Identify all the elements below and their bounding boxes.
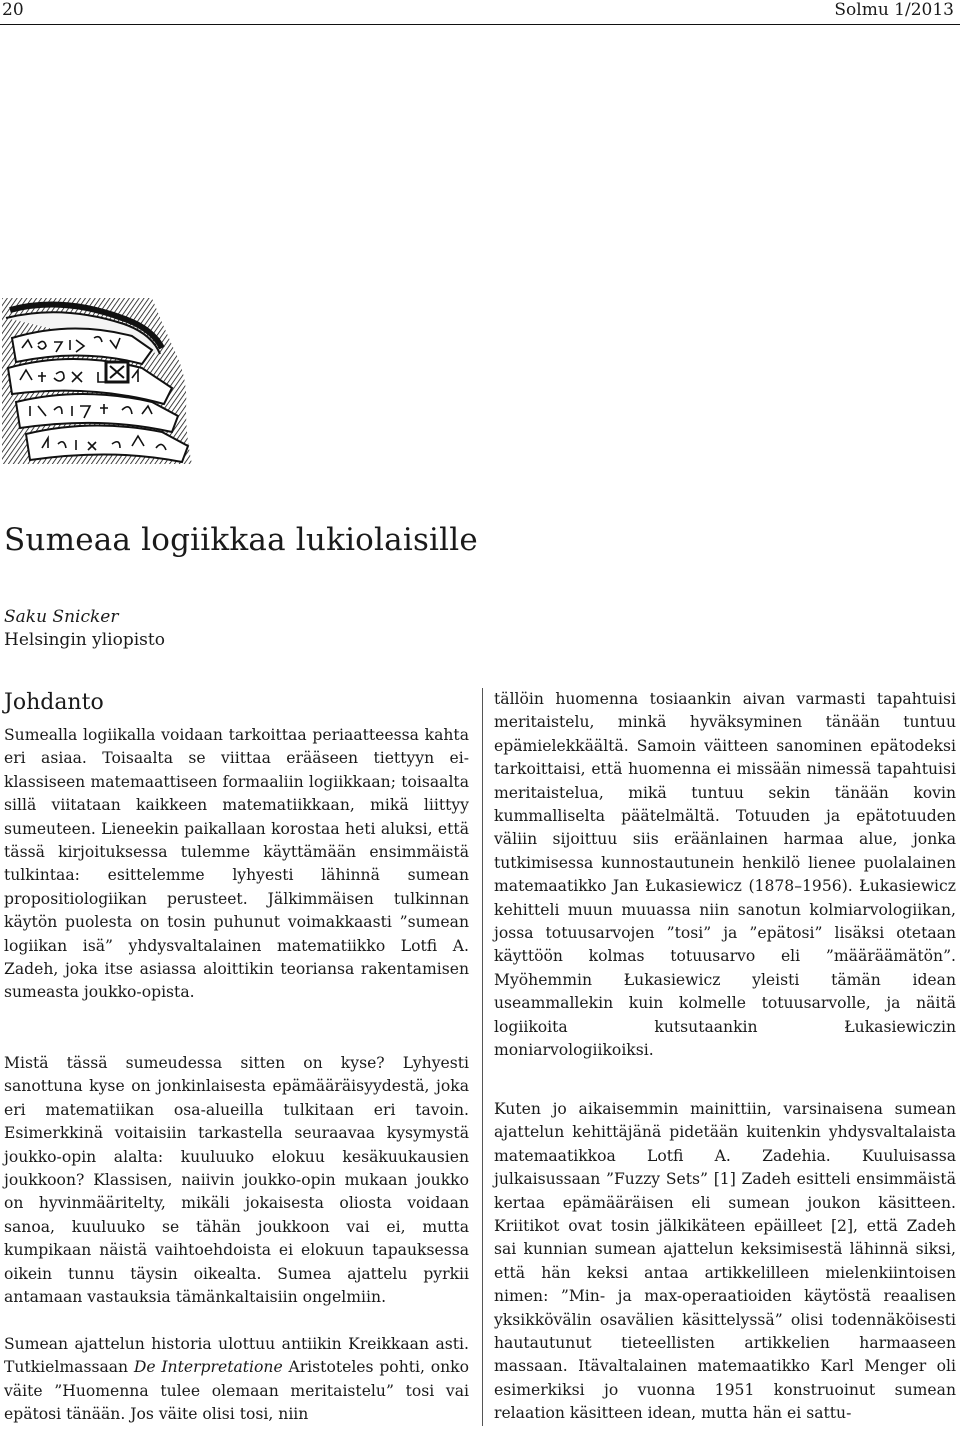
paragraph-history xyxy=(4,1333,469,1427)
page-number: 20 xyxy=(2,0,24,20)
column-divider xyxy=(482,688,483,1426)
journal-issue: Solmu 1/2013 xyxy=(834,0,954,20)
hand-with-written-symbols-illustration xyxy=(2,298,192,464)
paragraph-zadeh: Kuten jo aikaisemmin mainittiin, varsinaisena sumean ajattelun kehittäjänä pidetään kuitenkin yhdysvaltalaista matemaatikkoa Lotfi A. Zadehia. Kuuluisassa julkaisussaan ”Fuzzy Sets” [1] Zadeh esitteli ensimmäistä kertaa epämääräisen eli sumean joukon käsitteen. Kriitikot ovat tosin jälkikäteen epäilleet [2], että Zadeh sai kunnian sumean ajattelun keksimisestä lähinnä siksi, että hän keksi antaa artikkelilleen mielenkiintoisen nimen: ”Min- ja max-operaatioiden käytöstä reaalisen yksikkövälin osavälien käsittelyssä” olisi todennäköisesti hautautunut tieteellisten artikkelien harmaaseen massaan. Itävaltalainen matemaatikko Karl Menger oli esimerkiksi jo vuonna 1951 konstruoinut sumean relaation käsitteen idean, mutta hän ei sattu- xyxy=(494,1100,956,1423)
paragraph-what-is-fuzziness: Mistä tässä sumeudessa sitten on kyse? Lyhyesti sanottuna kyse on jonkinlaisesta epämääräisyydestä, joka eri matematiikan osa-alueilla tulkitaan eri tavoin. Esimerkkinä voitaisiin tarkastella seuraavaa kysymystä joukko-opin alalta: kuuluuko elokuu kesäkuukausien joukkoon? Klassisen, naiivin joukko-opin mukaan joukko on hyvinmääritelty, mikäli jokaisesta oliosta voidaan sanoa, kuuluuko se tähän joukkoon vai ei, mutta kumpikaan näistä vaihtoehdoista ei elokuun tapauksessa oikein tunnu täysin oikealta. Sumea ajattelu pyrkii antamaan vastauksia tämänkaltaisiin ongelmiin. xyxy=(4,1054,469,1307)
section-heading: Johdanto xyxy=(4,690,104,715)
author-affiliation: Helsingin yliopisto xyxy=(4,630,165,650)
history-text-start: Sumean ajattelun historia ulottuu antiikin Kreikkaan asti. Tutkielmassaan xyxy=(4,1335,469,1377)
author-name: Saku Snicker xyxy=(4,607,119,627)
paragraph-introduction: Sumealla logiikalla voidaan tarkoittaa periaatteessa kahta eri asiaa. Toisaalta se viittaa erääseen tiettyyn ei-klassiseen matemaattiseen formaaliin logiikkaan; toisaalta sillä viitataan kaikkeen matematiikkaan, mikä liittyy sumeuteen. Lieneekin paikallaan korostaa heti aluksi, että tässä kirjoituksessa tulemme käyttämään ensimmäistä tulkintaa: esittelemme lyhyesti lähinnä sumean propositiologiikan perusteet. Jälkimmäisen tulkinnan käytön puolesta on tosin puhunut voimakkaasti ”sumean logiikan isä” yhdysvaltalainen matematiikko Lotfi A. Zadeh, joka itse asiassa aloittikin teoriansa rakentamisen sumeasta joukko-opista. xyxy=(4,726,469,1002)
paragraph-lukasiewicz: tällöin huomenna tosiaankin aivan varmasti tapahtuisi meritaistelu, minkä hyväksyminen tänään tuntuu epämielekkäältä. Samoin väitteen sanominen epätodeksi tarkoittaisi, että huomenna ei missään nimessä tapahtuisi meritaistelua, mikä tuntuu sekin tänään kovin kummalliselta päätelmältä. Totuuden ja epätotuuden väliin sijoittuu siis eräänlainen harmaa alue, jonka tutkimisessa kunnostautunein henkilö lienee puolalainen matemaatikko Jan Łukasiewicz (1878–1956). Łukasiewicz kehitteli muun muuassa niin sanotun kolmiarvologiikan, jossa totuusarvojen ”tosi” ja ”epätosi” lisäksi otetaan käyttöön kolmas totuusarvo eli ”määräämätön”. Myöhemmin Łukasiewicz yleisti tämän idean useammallekin kuin kolmelle totuusarvolle, ja näitä logiikoita kutsutaankin Łukasiewiczin moniarvologiikoiksi. xyxy=(494,690,956,1060)
work-title: De Interpretatione xyxy=(133,1358,283,1377)
article-title: Sumeaa logiikkaa lukiolaisille xyxy=(4,522,478,558)
page-header xyxy=(0,0,960,25)
history-text-end: Aristoteles pohti, onko väite ”Huomenna tulee olemaan meritaistelu” tosi vai epätosi tänään. Jos väite olisi tosi, niin xyxy=(4,1358,469,1424)
